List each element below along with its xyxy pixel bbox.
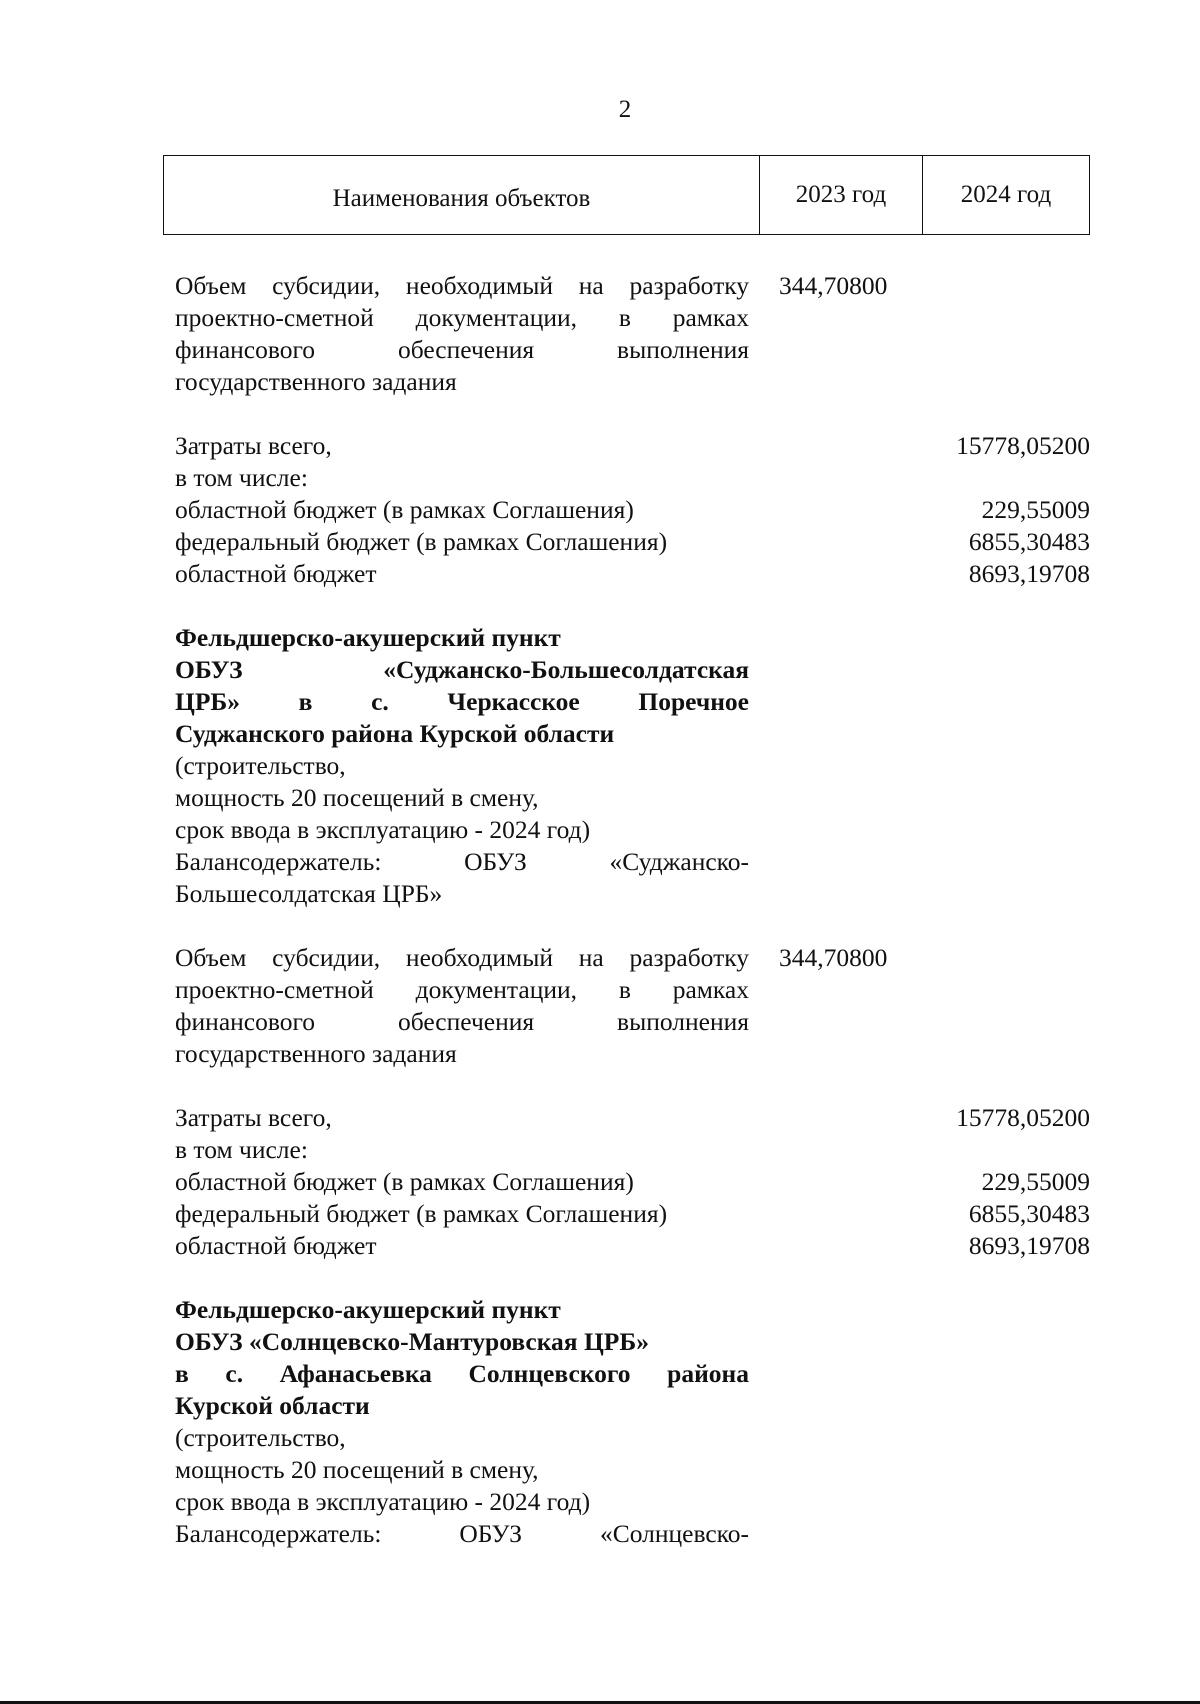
object-detail-line: Большесолдатская ЦРБ» [175, 879, 443, 908]
costs-regional-agreement-label: областной бюджет (в рамках Соглашения) [175, 1167, 634, 1196]
page-number: 2 [618, 96, 632, 123]
object-title-line: Курской области [175, 1391, 370, 1420]
object-title-line: ОБУЗ «Суджанско-Большесолдатская [175, 655, 749, 684]
subsidy-row [175, 942, 1090, 1070]
costs-federal-agreement-label: федеральный бюджет (в рамках Соглашения) [175, 1199, 668, 1228]
object-detail-line: срок ввода в эксплуатацию - 2024 год) [175, 1487, 591, 1516]
object-detail-line: срок ввода в эксплуатацию - 2024 год) [175, 815, 591, 844]
text-line: Объем субсидии, необходимый на разработку [175, 943, 749, 972]
text-line: государственного задания [175, 367, 457, 396]
costs-regional-label: областной бюджет [175, 559, 377, 588]
costs-regional-agreement-value: 229,55009 [981, 1167, 1090, 1196]
object-row [175, 1294, 1090, 1550]
costs-incl-label: в том числе: [175, 463, 308, 492]
subsidy-text [175, 942, 749, 1070]
table-body [175, 270, 1090, 1550]
costs-federal-agreement-label: федеральный бюджет (в рамках Соглашения) [175, 527, 668, 556]
object-description [175, 622, 749, 910]
object-description [175, 1294, 749, 1550]
object-title-line: ОБУЗ «Солнцевско-Мантуровская ЦРБ» [175, 1327, 649, 1356]
object-title-line: в с. Афанасьевка Солнцевского района [175, 1359, 749, 1388]
costs-regional-value: 8693,19708 [968, 1231, 1090, 1260]
header-col-2023: 2023 год [759, 156, 922, 234]
header-col-2024: 2024 год [922, 156, 1089, 234]
object-title-line: Суджанского района Курской области [175, 719, 615, 748]
costs-regional-agreement-label: областной бюджет (в рамках Соглашения) [175, 495, 634, 524]
header-col-name: Наименования объектов [332, 185, 591, 212]
object-title-line: ЦРБ» в с. Черкасское Поречное [175, 687, 749, 716]
costs-federal-agreement-value: 6855,30483 [968, 527, 1090, 556]
costs-labels [175, 1102, 749, 1262]
costs-total-label: Затраты всего, [175, 431, 332, 460]
object-detail-line: Балансодержатель: ОБУЗ «Суджанско- [175, 847, 749, 876]
text-line: проектно-сметной документации, в рамках [175, 975, 749, 1004]
costs-total-label: Затраты всего, [175, 1103, 332, 1132]
costs-regional-agreement-value: 229,55009 [981, 495, 1090, 524]
costs-federal-agreement-value: 6855,30483 [968, 1199, 1090, 1228]
object-detail-line: Балансодержатель: ОБУЗ «Солнцевско- [175, 1519, 749, 1548]
text-line: Объем субсидии, необходимый на разработку [175, 271, 749, 300]
text-line: проектно-сметной документации, в рамках [175, 303, 749, 332]
object-detail-line: мощность 20 посещений в смену, [175, 1455, 539, 1484]
costs-values-2023 [749, 430, 919, 590]
subsidy-row [175, 270, 1090, 398]
costs-regional-label: областной бюджет [175, 1231, 377, 1260]
object-title-line: Фельдшерско-акушерский пункт [175, 1295, 561, 1324]
object-detail-line: мощность 20 посещений в смену, [175, 783, 539, 812]
object-row [175, 622, 1090, 910]
costs-total-value: 15778,05200 [956, 431, 1090, 460]
costs-row [175, 1102, 1090, 1262]
subsidy-value-2023: 344,70800 [779, 943, 888, 972]
subsidy-text [175, 270, 749, 398]
costs-incl-label: в том числе: [175, 1135, 308, 1164]
subsidy-value-2024 [919, 270, 1090, 398]
object-detail-line: (строительство, [175, 1423, 346, 1452]
text-line: государственного задания [175, 1039, 457, 1068]
object-title-line: Фельдшерско-акушерский пункт [175, 623, 561, 652]
costs-values-2024 [919, 430, 1090, 590]
table-header [163, 155, 1090, 235]
costs-row [175, 430, 1090, 590]
subsidy-value-2023: 344,70800 [779, 271, 888, 300]
costs-regional-value: 8693,19708 [968, 559, 1090, 588]
costs-total-value: 15778,05200 [956, 1103, 1090, 1132]
costs-labels [175, 430, 749, 590]
object-detail-line: (строительство, [175, 751, 346, 780]
costs-values-2024 [919, 1102, 1090, 1262]
text-line: финансового обеспечения выполнения [175, 1007, 749, 1036]
text-line: финансового обеспечения выполнения [175, 335, 749, 364]
